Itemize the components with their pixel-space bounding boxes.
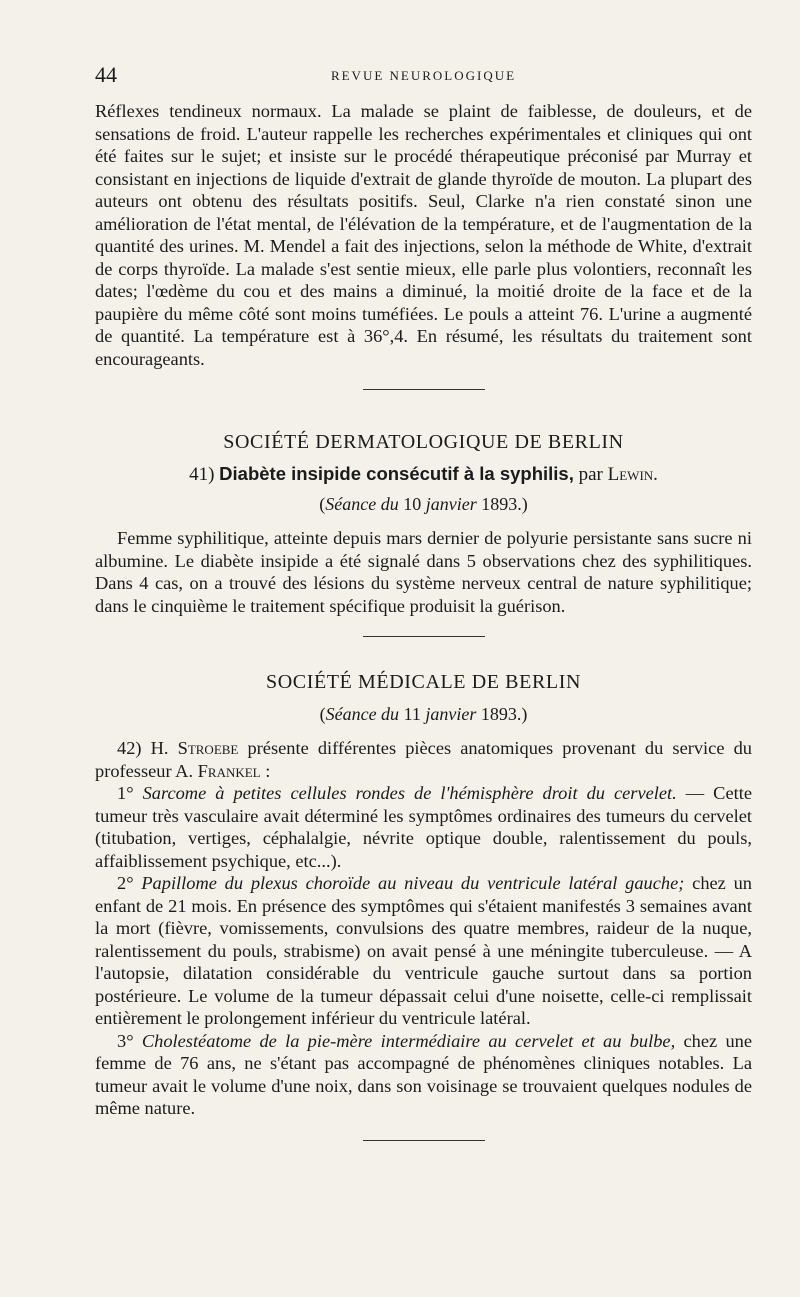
- case-item: [95, 1030, 752, 1120]
- seance-label: Séance du: [325, 704, 400, 724]
- seance-year: 1893.): [480, 704, 528, 724]
- running-header: [95, 62, 752, 86]
- seance-year: 1893.): [481, 494, 528, 514]
- article-author: Lewin.: [607, 464, 658, 485]
- article-intro-text: présente différentes pièces anatomiques provenant du service du professeur A.: [95, 738, 752, 781]
- case-number: 2°: [117, 873, 134, 893]
- case-item: [95, 872, 752, 1030]
- seance-month: janvier: [425, 704, 477, 724]
- article-author: Stroebe: [177, 738, 239, 758]
- case-title: Sarcome à petites cellules rondes de l'hémisphère droit du cervelet.: [142, 783, 677, 803]
- intro-colon: :: [265, 760, 271, 781]
- intro-paragraph: Réflexes tendineux normaux. La malade se plaint de faiblesse, de douleurs, et de sensations de froid. L'auteur rappelle les recherches expérimentales et cliniques qui ont été faites sur le sujet; et insiste sur le procédé thérapeutique préconisé par Murray et consistant en injections de liquide d'extrait de glande thyroïde de mouton. La plupart des auteurs ont obtenu des résultats positifs. Seul, Clarke n'a rien constaté sinon une amélioration de l'état mental, de l'élévation de la température, et de l'augmentation de la quantité des urines. M. Mendel a fait des injections, selon la méthode de White, d'extrait de corps thyroïde. La malade s'est sentie mieux, elle parle plus volontiers, reconnaît les dates; l'œdème du cou et des mains a diminué, la moitié droite de la face et de la paupière du même côté sont moins tuméfiées. Le pouls a atteint 76. L'urine a augmenté de quantité. La température est à 36°,4. En résumé, les résultats du traitement sont encourageants.: [95, 101, 752, 369]
- case-number: 3°: [117, 1030, 134, 1051]
- article-number: 42) H.: [117, 738, 169, 758]
- seance-day: 10: [403, 494, 422, 514]
- seance-label: Séance du: [325, 494, 399, 514]
- case-text: chez un enfant de 21 mois. En présence des symptômes qui s'étaient manifestés 3 semaines avant la mort (fièvre, vomissements, convulsions des quatre membres, raideur de la nuque, ralentissement du pouls, strabisme) on avait pensé à une méningite tuberculeuse. — A l'autopsie, dilatation considérable du ventricule gauche surtout dans sa portion postérieure. Le volume de la tumeur dépassait celui d'une noisette, celle-ci remplissait entièrement le prolongement inférieur du ventricule latéral.: [95, 873, 752, 1028]
- page-body: [95, 100, 752, 1141]
- article-number: 41): [189, 464, 215, 485]
- seance-date: [95, 704, 752, 725]
- case-text: chez une femme de 76 ans, ne s'étant pas accompagné de phénomènes cliniques notables. La tumeur avait le volume d'une noix, dans son voisinage se trouvaient quelques nodules de même nature.: [95, 1030, 753, 1118]
- case-number: 1°: [117, 783, 134, 803]
- case-title: Papillome du plexus choroïde au niveau du ventricule latéral gauche;: [141, 873, 685, 893]
- page-number: 44: [95, 62, 117, 87]
- section-divider: [363, 1140, 485, 1141]
- article-42-intro: [95, 737, 752, 782]
- section-divider: [363, 389, 485, 390]
- seance-day: 11: [403, 704, 421, 724]
- seance-date: [95, 494, 752, 515]
- article-41-heading: [95, 463, 752, 486]
- section-divider: [363, 636, 485, 637]
- section-title-dermatologique: SOCIÉTÉ DERMATOLOGIQUE DE BERLIN: [223, 431, 624, 453]
- professor-name: Frankel: [197, 760, 261, 781]
- seance-paren: (: [319, 704, 326, 724]
- article-41-paragraph: Femme syphilitique, atteinte depuis mars dernier de polyurie persistante sans sucre ni albumine. Le diabète insipide a été signalé dans 5 observations chez des syphilitiques. Dans 4 cas, on a trouvé des lésions du système nerveux central de nature syphilitique; dans le cinquième le traitement spécifique produisit la guérison.: [95, 528, 752, 616]
- case-text: — Cette tumeur très vasculaire avait déterminé les symptômes ordinaires des tumeurs du cervelet (titubation, vertiges, céphalalgie, névrite optique double, ralentissement du pouls, affaiblissement psychique, etc...).: [95, 783, 752, 871]
- article-by: par: [578, 464, 603, 485]
- article-title: Diabète insipide consécutif à la syphilis,: [219, 463, 574, 484]
- seance-month: janvier: [425, 494, 477, 514]
- case-title: Cholestéatome de la pie-mère intermédiaire au cervelet et au bulbe,: [141, 1030, 676, 1051]
- section-title-medicale: SOCIÉTÉ MÉDICALE DE BERLIN: [265, 671, 581, 693]
- running-title: REVUE NEUROLOGIQUE: [330, 68, 517, 83]
- case-item: [95, 782, 752, 872]
- seance-paren: (: [319, 494, 326, 514]
